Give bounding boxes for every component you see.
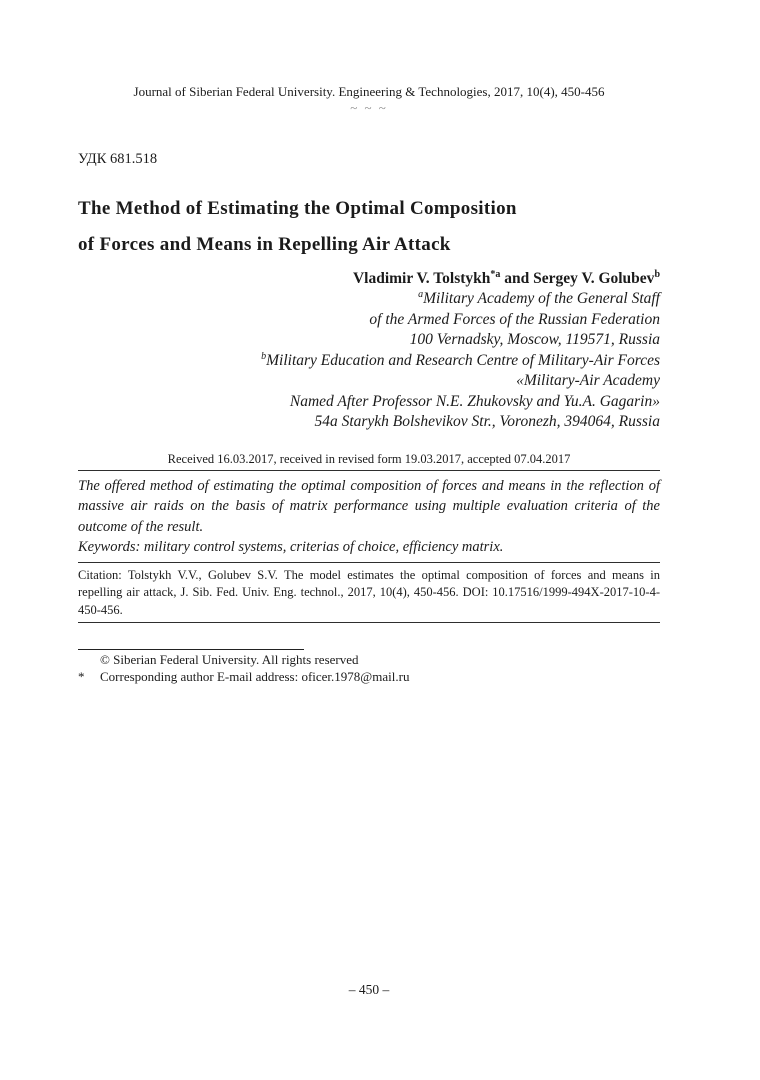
affiliation-superscript: b xyxy=(261,350,267,362)
affiliation-line xyxy=(78,371,660,392)
affiliation-line xyxy=(78,412,660,433)
footnote-block xyxy=(78,649,660,685)
copyright-row xyxy=(78,651,660,668)
received-dates: Received 16.03.2017, received in revised form 19.03.2017, accepted 07.04.2017 xyxy=(167,451,571,466)
corresponding-author-row xyxy=(78,668,660,685)
affiliation-text: Named After Professor N.E. Zhukovsky and Yu.A. Gagarin» xyxy=(289,392,660,410)
authors-line xyxy=(78,269,660,289)
page-content xyxy=(78,0,660,685)
affiliations-block xyxy=(78,289,660,433)
rule-above-citation xyxy=(78,562,660,563)
article-title xyxy=(78,191,660,263)
citation-text: Citation: Tolstykh V.V., Golubev S.V. The model estimates the optimal composition of forces and means in repelling air attack, J. Sib. Fed. Univ. Eng. technol., 2017, 10(4), 450-456. DOI: 10.17516/1999-494X-2017-10-4-450-456. xyxy=(78,567,660,617)
affiliation-line xyxy=(78,330,660,351)
affiliation-text: 54a Starykh Bolshevikov Str., Voronezh, 394064, Russia xyxy=(314,413,660,430)
footnote-separator xyxy=(78,649,304,650)
article-title-line-1: The Method of Estimating the Optimal Composition xyxy=(78,198,517,219)
keywords-line: Keywords: military control systems, criterias of choice, efficiency matrix. xyxy=(78,539,504,555)
ornament-tildes: ~ ~ ~ xyxy=(350,100,388,115)
footnote-asterisk: * xyxy=(78,669,85,684)
author-2-superscript: b xyxy=(654,268,660,280)
affiliation-line xyxy=(78,310,660,331)
rule-below-citation xyxy=(78,622,660,623)
affiliation-line xyxy=(78,392,660,413)
page-number: – 450 – xyxy=(348,982,390,997)
rule-under-received xyxy=(78,470,660,471)
affiliation-line xyxy=(78,289,660,310)
footnote-marker-empty xyxy=(78,651,100,668)
copyright-text: © Siberian Federal University. All rights reserved xyxy=(100,652,359,667)
corresponding-author-text: Corresponding author E-mail address: oficer.1978@mail.ru xyxy=(100,669,410,684)
affiliation-line xyxy=(78,351,660,372)
abstract-text: The offered method of estimating the optimal composition of forces and means in the reflection of massive air raids on the basis of matrix performance using multiple evaluation criteria of the outcome of the result. xyxy=(78,477,660,535)
article-title-line-2: of Forces and Means in Repelling Air Attack xyxy=(78,234,451,255)
authors-separator: and xyxy=(500,270,534,287)
affiliation-text: «Military-Air Academy xyxy=(516,372,660,389)
author-1-superscript: *a xyxy=(490,268,501,280)
author-2-name: Sergey V. Golubev xyxy=(533,270,655,287)
udk-code: УДК 681.518 xyxy=(78,151,158,167)
affiliation-text: of the Armed Forces of the Russian Federation xyxy=(369,310,660,328)
author-1-name: Vladimir V. Tolstykh xyxy=(352,270,491,287)
affiliation-text: Military Academy of the General Staff xyxy=(423,290,660,307)
affiliation-text: Military Education and Research Centre of Military-Air Forces xyxy=(266,351,660,369)
journal-header: Journal of Siberian Federal University. Engineering & Technologies, 2017, 10(4), 450-456 xyxy=(133,84,605,99)
affiliation-superscript: a xyxy=(418,288,424,300)
affiliation-text: 100 Vernadsky, Moscow, 119571, Russia xyxy=(409,331,660,348)
